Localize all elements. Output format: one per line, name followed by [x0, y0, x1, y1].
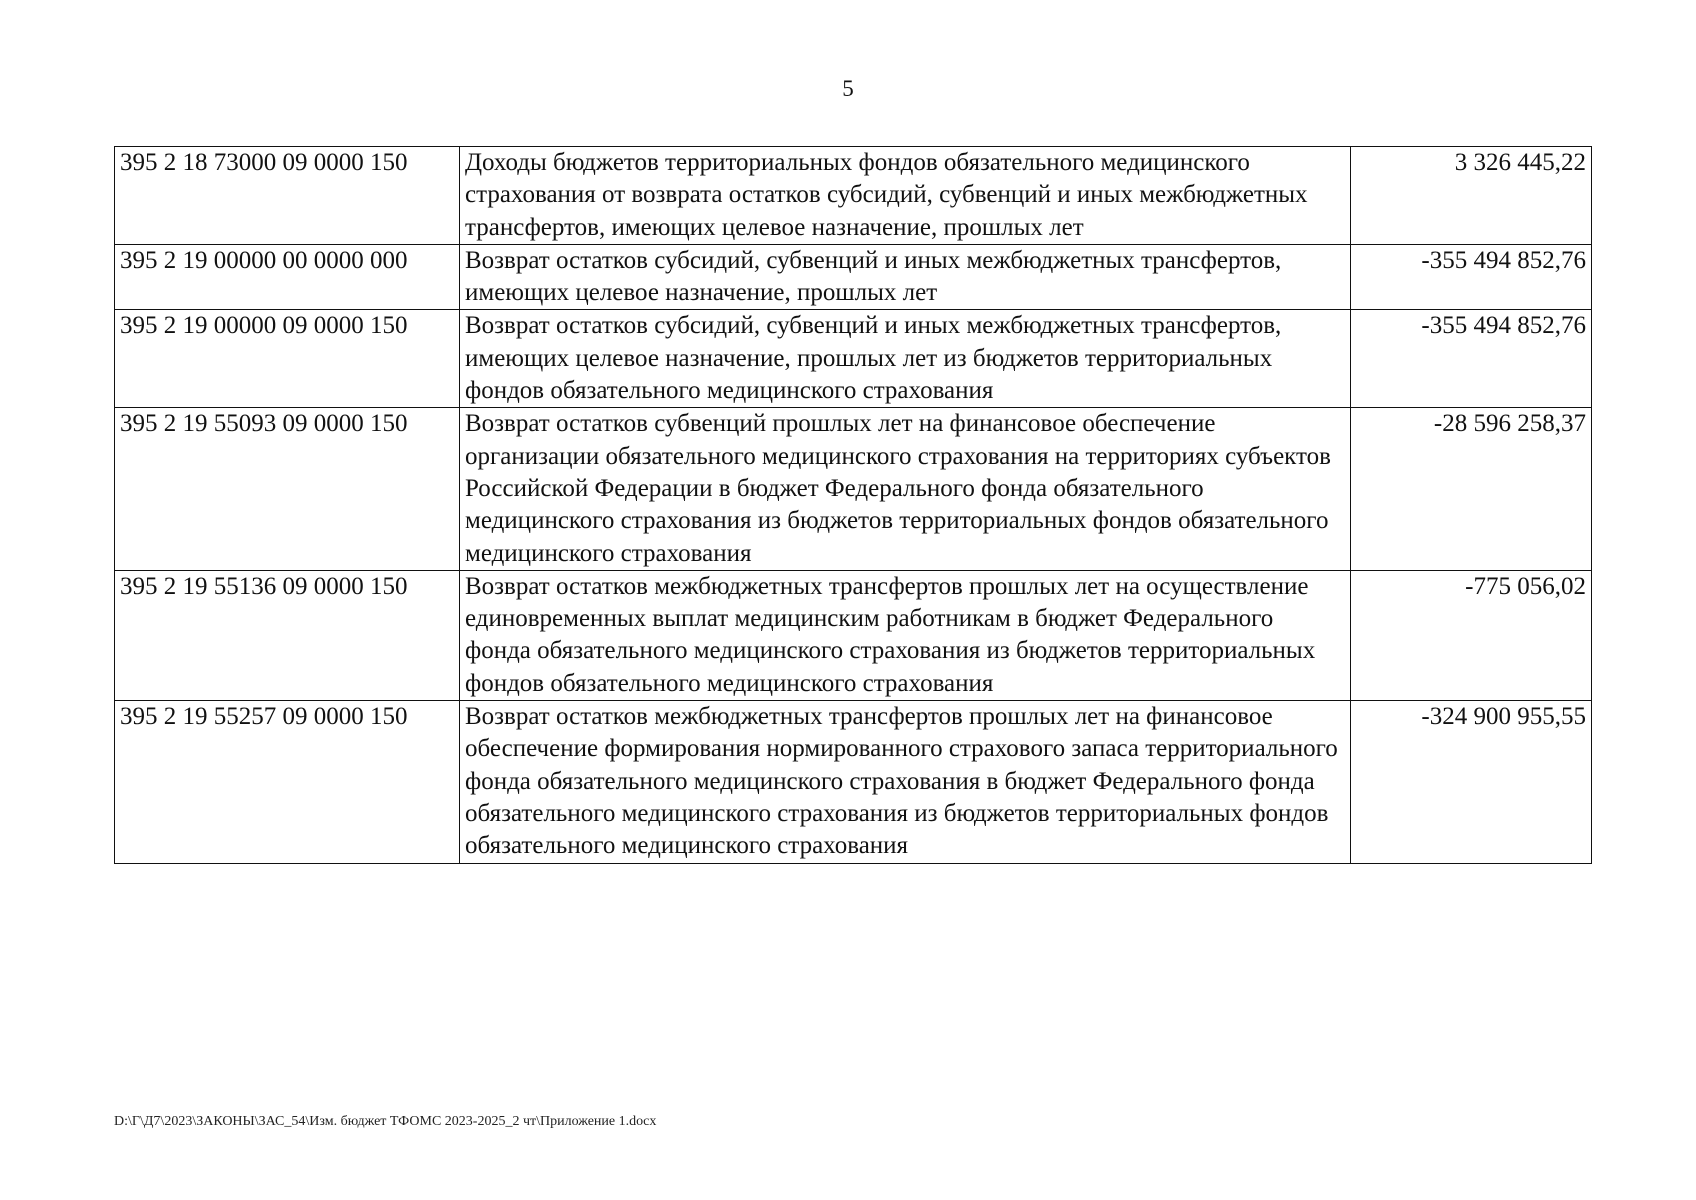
budget-code-cell: 395 2 18 73000 09 0000 150	[115, 147, 460, 245]
budget-code-cell: 395 2 19 55257 09 0000 150	[115, 701, 460, 863]
table-row	[115, 570, 1592, 700]
amount-cell: -355 494 852,76	[1351, 310, 1592, 408]
description-cell: Возврат остатков субвенций прошлых лет на финансовое обеспечение организации обязательного медицинского страхования на территориях субъектов Российской Федерации в бюджет Федерального фонда обязательного медицинского страхования из бюджетов территориальных фондов обязательного медицинского страхования	[460, 408, 1351, 570]
description-cell: Возврат остатков межбюджетных трансфертов прошлых лет на осуществление единовременных выплат медицинским работникам в бюджет Федерального фонда обязательного медицинского страхования из бюджетов территориальных фондов обязательного медицинского страхования	[460, 570, 1351, 700]
amount-cell: -324 900 955,55	[1351, 701, 1592, 863]
amount-cell: -28 596 258,37	[1351, 408, 1592, 570]
table-row	[115, 147, 1592, 245]
table-row	[115, 408, 1592, 570]
page-number: 5	[842, 76, 854, 101]
description-cell: Доходы бюджетов территориальных фондов обязательного медицинского страхования от возврата остатков субсидий, субвенций и иных межбюджетных трансфертов, имеющих целевое назначение, прошлых лет	[460, 147, 1351, 245]
amount-cell: 3 326 445,22	[1351, 147, 1592, 245]
description-cell: Возврат остатков субсидий, субвенций и иных межбюджетных трансфертов, имеющих целевое назначение, прошлых лет из бюджетов территориальных фондов обязательного медицинского страхования	[460, 310, 1351, 408]
amount-cell: -355 494 852,76	[1351, 244, 1592, 310]
budget-code-cell: 395 2 19 00000 09 0000 150	[115, 310, 460, 408]
table-row	[115, 701, 1592, 863]
amount-cell: -775 056,02	[1351, 570, 1592, 700]
budget-code-cell: 395 2 19 00000 00 0000 000	[115, 244, 460, 310]
budget-code-cell: 395 2 19 55093 09 0000 150	[115, 408, 460, 570]
table-row	[115, 244, 1592, 310]
description-cell: Возврат остатков субсидий, субвенций и иных межбюджетных трансфертов, имеющих целевое назначение, прошлых лет	[460, 244, 1351, 310]
budget-code-cell: 395 2 19 55136 09 0000 150	[115, 570, 460, 700]
footer-file-path: D:\Г\Д7\2023\ЗАКОНЫ\ЗАС_54\Изм. бюджет ТФОМС 2023-2025_2 чт\Приложение 1.docx	[114, 1114, 657, 1129]
budget-table	[114, 146, 1592, 864]
description-cell: Возврат остатков межбюджетных трансфертов прошлых лет на финансовое обеспечение формирования нормированного страхового запаса территориального фонда обязательного медицинского страхования в бюджет Федерального фонда обязательного медицинского страхования из бюджетов территориальных фондов обязательного медицинского страхования	[460, 701, 1351, 863]
table-row	[115, 310, 1592, 408]
